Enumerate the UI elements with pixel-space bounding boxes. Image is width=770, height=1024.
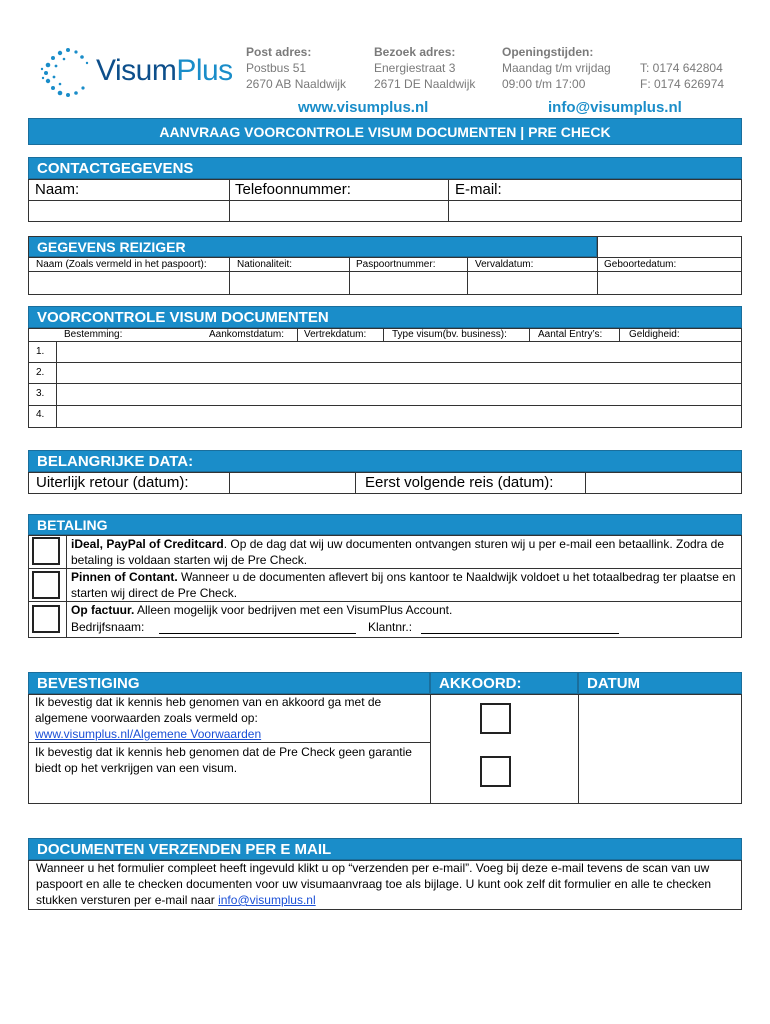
confirmation-terms-statement: Ik bevestig dat ik kennis heb genomen van en akkoord ga met de algemene voorwaarden zoals vermeld op:: [35, 695, 382, 725]
traveler-name-field[interactable]: [29, 272, 228, 294]
traveler-birthdate-field[interactable]: [598, 272, 741, 294]
contact-heading: CONTACTGEGEVENS: [28, 157, 742, 179]
company-name-label: Bedrijfsnaam:: [71, 620, 145, 634]
traveler-col-birthdate: Geboortedatum:: [604, 259, 677, 270]
visit-address-line1: Energiestraat 3: [374, 61, 456, 75]
email-field[interactable]: [449, 201, 741, 221]
form-title: AANVRAAG VOORCONTROLE VISUM DOCUMENTEN | PRE CHECK: [28, 118, 742, 145]
header-email[interactable]: info@visumplus.nl: [548, 99, 682, 116]
payment-option-ideal: [71, 536, 739, 568]
payment-cash-checkbox[interactable]: [32, 571, 60, 599]
agree-terms-checkbox[interactable]: [480, 703, 511, 734]
payment-option-cash: [71, 569, 739, 601]
next-trip-label: Eerst volgende reis (datum):: [365, 474, 554, 491]
traveler-passport-field[interactable]: [350, 272, 466, 294]
confirmation-terms-text: [35, 694, 427, 742]
payment-option-cash-title: Pinnen of Contant.: [71, 570, 178, 584]
visa-col-entries: Aantal Entry’s:: [538, 329, 603, 340]
opening-hours: [502, 44, 611, 92]
post-address: [246, 44, 346, 92]
payment-option-invoice-text: Alleen mogelijk voor bedrijven met een VisumPlus Account.: [134, 603, 453, 617]
terms-link[interactable]: www.visumplus.nl/Algemene Voorwaarden: [35, 727, 262, 741]
phone-field[interactable]: [230, 201, 447, 221]
traveler-col-name: Naam (Zoals vermeld in het paspoort):: [36, 259, 207, 270]
return-date-field[interactable]: [230, 473, 354, 493]
visit-address-line2: 2671 DE Naaldwijk: [374, 77, 476, 91]
visit-address: [374, 44, 475, 92]
visa-row-4-number: 4.: [36, 409, 45, 420]
visa-row-1-field[interactable]: [57, 342, 741, 362]
visa-check-heading: VOORCONTROLE VISUM DOCUMENTEN: [28, 306, 742, 328]
traveler-col-nationality: Nationaliteit:: [237, 259, 293, 270]
payment-ideal-checkbox[interactable]: [32, 537, 60, 565]
traveler-expiry-field[interactable]: [468, 272, 596, 294]
client-number-label: Klantnr.:: [368, 620, 413, 634]
phone-label: Telefoonnummer:: [235, 181, 351, 198]
date-heading: DATUM: [578, 672, 742, 694]
visit-address-title: Bezoek adres:: [374, 45, 456, 59]
opening-hours-title: Openingstijden:: [502, 45, 594, 59]
payment-option-ideal-text: . Op de dag dat wij uw documenten ontvangen sturen wij u per e-mail een betaallink. Zodra de betaling is voldaan starten wij de Pre Check.: [71, 537, 725, 567]
visa-col-destination: Bestemming:: [64, 329, 123, 340]
logo: [38, 44, 233, 100]
visa-col-arrival: Aankomstdatum:: [209, 329, 285, 340]
visa-row-3-number: 3.: [36, 388, 45, 399]
opening-hours-line1: Maandag t/m vrijdag: [502, 61, 611, 75]
next-trip-field[interactable]: [586, 473, 741, 493]
send-email-link[interactable]: info@visumplus.nl: [218, 893, 316, 907]
phone-fax: [640, 60, 724, 92]
send-instructions-text: Wanneer u het formulier compleet heeft ingevuld klikt u op “verzenden per e-mail”. Voeg bij deze e-mail tevens de scan van uw paspoort en alle te checken documenten voor uw visumaanvraag toe als bijlage. U kunt ook zelf dit formulier en alle te checken stukken versturen per e-mail naar: [36, 861, 712, 907]
visa-col-type: Type visum(bv. business):: [392, 329, 507, 340]
website[interactable]: www.visumplus.nl: [298, 99, 429, 116]
opening-hours-line2: 09:00 t/m 17:00: [502, 77, 586, 91]
post-address-line1: Postbus 51: [246, 61, 307, 75]
payment-option-cash-text: Wanneer u de documenten aflevert bij ons kantoor te Naaldwijk voldoet u het totaalbedrag ter plaatse en starten wij direct de Pre Check.: [71, 570, 736, 600]
name-label: Naam:: [35, 181, 80, 198]
payment-invoice-checkbox[interactable]: [32, 605, 60, 633]
name-field[interactable]: [29, 201, 228, 221]
send-instructions: [36, 860, 736, 908]
visa-col-departure: Vertrekdatum:: [304, 329, 367, 340]
visa-row-4-field[interactable]: [57, 406, 741, 427]
visa-row-2-number: 2.: [36, 367, 45, 378]
phone-number: T: 0174 642804: [640, 61, 723, 75]
traveler-col-passport: Paspoortnummer:: [356, 259, 436, 270]
email-label: E-mail:: [455, 181, 502, 198]
payment-option-invoice: [71, 602, 739, 618]
confirmation-guarantee-text: Ik bevestig dat ik kennis heb genomen dat de Pre Check geen garantie biedt op het verkrijgen van een visum.: [35, 745, 412, 775]
return-date-label: Uiterlijk retour (datum):: [36, 474, 189, 491]
fax-number: F: 0174 626974: [640, 77, 725, 91]
traveler-heading: GEGEVENS REIZIGER: [28, 236, 597, 257]
send-heading: DOCUMENTEN VERZENDEN PER E MAIL: [28, 838, 742, 860]
important-dates-heading: BELANGRIJKE DATA:: [28, 450, 742, 472]
client-number-field[interactable]: [421, 619, 619, 634]
post-address-title: Post adres:: [246, 45, 312, 59]
payment-option-ideal-title: iDeal, PayPal of Creditcard: [71, 537, 224, 551]
visa-row-1-number: 1.: [36, 346, 45, 357]
post-address-line2: 2670 AB Naaldwijk: [246, 77, 347, 91]
payment-heading: BETALING: [28, 514, 742, 535]
logo-text: VisumPlus: [96, 54, 233, 87]
visa-row-2-field[interactable]: [57, 363, 741, 383]
confirmation-heading: BEVESTIGING: [28, 672, 430, 694]
visa-row-3-field[interactable]: [57, 384, 741, 405]
agree-heading: AKKOORD:: [430, 672, 578, 694]
payment-option-invoice-title: Op factuur.: [71, 603, 135, 617]
traveler-col-expiry: Vervaldatum:: [475, 259, 534, 270]
logo-mark-icon: [38, 44, 98, 100]
visa-col-validity: Geldigheid:: [629, 329, 680, 340]
traveler-nationality-field[interactable]: [230, 272, 348, 294]
agree-guarantee-checkbox[interactable]: [480, 756, 511, 787]
confirmation-date-field[interactable]: [579, 695, 741, 803]
company-name-field[interactable]: [159, 619, 356, 634]
